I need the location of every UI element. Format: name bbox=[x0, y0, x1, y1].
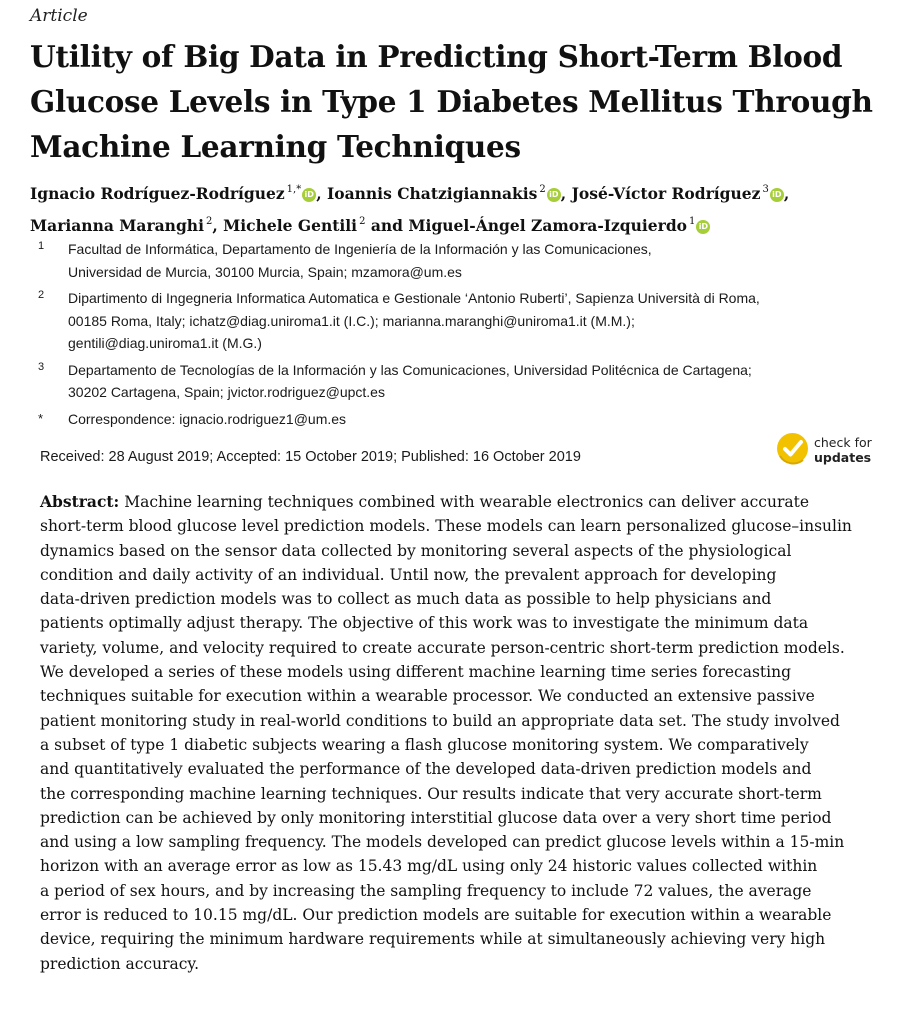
orcid-icon[interactable]: iD bbox=[547, 188, 561, 202]
author-affiliation-marker: 2 bbox=[359, 216, 366, 227]
abstract-line: prediction accuracy. bbox=[40, 954, 200, 973]
abstract-line: horizon with an average error as low as 15.43 mg/dL using only 24 historic values collected within bbox=[40, 857, 818, 876]
author-list bbox=[30, 176, 880, 240]
author-affiliation-marker: 1,* bbox=[286, 184, 302, 195]
affiliation-marker: 3 bbox=[38, 360, 45, 373]
check-badge-icon bbox=[776, 432, 809, 465]
author-line bbox=[30, 176, 880, 208]
affiliation-marker: 1 bbox=[38, 240, 45, 252]
abstract bbox=[40, 490, 876, 976]
check-updates-line2: updates bbox=[814, 450, 872, 465]
title-line: Utility of Big Data in Predicting Short-Term Blood bbox=[30, 39, 843, 74]
abstract-line: variety, volume, and velocity required to create accurate person-centric short-term prediction models. bbox=[40, 638, 845, 657]
abstract-line: dynamics based on the sensor data collected by monitoring several aspects of the physiological bbox=[40, 541, 792, 560]
author-affiliation-marker: 2 bbox=[539, 184, 546, 195]
affiliation-item bbox=[30, 287, 890, 355]
abstract-line: a subset of type 1 diabetic subjects wearing a flash glucose monitoring system. We comparatively bbox=[40, 735, 809, 754]
author-affiliation-marker: 1 bbox=[689, 216, 696, 227]
affiliation-text: 00185 Roma, Italy; ichatz@diag.uniroma1.it (I.C.); marianna.maranghi@uniroma1.it (M.M.); bbox=[68, 312, 635, 329]
abstract-line: prediction can be achieved by only monitoring interstitial glucose data over a very short time period bbox=[40, 808, 832, 827]
title-line: Machine Learning Techniques bbox=[30, 129, 521, 164]
correspondence-text: Correspondence: ignacio.rodriguez1@um.es bbox=[68, 410, 347, 427]
check-updates-line1: check for bbox=[814, 435, 872, 450]
orcid-icon[interactable]: iD bbox=[302, 188, 316, 202]
affiliation-list bbox=[30, 238, 890, 434]
affiliation-text: Universidad de Murcia, 30100 Murcia, Spain; mzamora@um.es bbox=[68, 263, 462, 280]
title-line: Glucose Levels in Type 1 Diabetes Mellitus Through bbox=[30, 84, 873, 119]
author-name[interactable]: Marianna Maranghi bbox=[30, 216, 204, 235]
abstract-line bbox=[40, 490, 876, 514]
abstract-label: Abstract: bbox=[40, 492, 120, 511]
affiliation-text: Departamento de Tecnologías de la Información y las Comunicaciones, Universidad Politécnica de Cartagena; bbox=[68, 361, 752, 378]
abstract-line: condition and daily activity of an individual. Until now, the prevalent approach for developing bbox=[40, 565, 777, 584]
author-affiliation-marker: 3 bbox=[762, 184, 769, 195]
abstract-line: techniques suitable for execution within a wearable processor. We conducted an extensive passive bbox=[40, 687, 815, 706]
abstract-line: We developed a series of these models using different machine learning time series forecasting bbox=[40, 663, 791, 682]
affiliation-text: Facultad de Informática, Departamento de Ingeniería de la Información y las Comunicaciones, bbox=[68, 241, 652, 257]
abstract-line: and quantitatively evaluated the performance of the developed data-driven prediction models and bbox=[40, 760, 812, 779]
author-name[interactable]: Ignacio Rodríguez-Rodríguez bbox=[30, 184, 285, 203]
abstract-line: patient monitoring study in real-world conditions to build an appropriate data set. The study involved bbox=[40, 711, 840, 730]
author-name[interactable]: and Miguel-Ángel Zamora-Izquierdo bbox=[365, 216, 688, 235]
affiliation-text: gentili@diag.uniroma1.it (M.G.) bbox=[68, 335, 262, 351]
abstract-line: device, requiring the minimum hardware requirements while at simultaneously achieving very high bbox=[40, 930, 826, 949]
orcid-icon[interactable]: iD bbox=[696, 220, 710, 234]
abstract-line: a period of sex hours, and by increasing the sampling frequency to include 72 values, the average bbox=[40, 881, 812, 900]
correspondence-item bbox=[30, 408, 890, 431]
abstract-line: and using a low sampling frequency. The models developed can predict glucose levels within a 15-min bbox=[40, 833, 845, 852]
abstract-line: short-term blood glucose level prediction models. These models can learn personalized glucose–insulin bbox=[40, 517, 852, 536]
affiliation-marker: 2 bbox=[38, 289, 45, 301]
author-separator: , bbox=[783, 184, 790, 203]
author-line bbox=[30, 208, 880, 240]
abstract-line: data-driven prediction models was to collect as much data as possible to help physicians and bbox=[40, 590, 772, 609]
author-name[interactable]: , Michele Gentili bbox=[212, 216, 358, 235]
author-affiliation-marker: 2 bbox=[205, 216, 213, 227]
abstract-text: Machine learning techniques combined with wearable electronics can deliver accurate bbox=[119, 493, 810, 511]
affiliation-item bbox=[30, 359, 890, 404]
affiliation-item bbox=[30, 238, 890, 283]
abstract-line: patients optimally adjust therapy. The objective of this work was to investigate the minimum data bbox=[40, 614, 809, 633]
affiliation-text: Dipartimento di Ingegneria Informatica Automatica e Gestionale ‘Antonio Ruberti’, Sapienza Università di Roma, bbox=[68, 290, 760, 306]
orcid-icon[interactable]: iD bbox=[770, 188, 784, 202]
paper-title bbox=[30, 34, 880, 169]
author-name[interactable]: , Ioannis Chatzigiannakis bbox=[316, 184, 538, 203]
author-name[interactable]: , José-Víctor Rodríguez bbox=[560, 184, 761, 203]
abstract-line: the corresponding machine learning techniques. Our results indicate that very accurate short-term bbox=[40, 784, 822, 803]
abstract-line: error is reduced to 10.15 mg/dL. Our prediction models are suitable for execution within a wearable bbox=[40, 906, 832, 925]
check-for-updates-button[interactable] bbox=[776, 432, 886, 468]
affiliation-text: 30202 Cartagena, Spain; jvictor.rodriguez@upct.es bbox=[68, 384, 385, 400]
article-type-label: Article bbox=[30, 6, 88, 26]
publication-dates: Received: 28 August 2019; Accepted: 15 October 2019; Published: 16 October 2019 bbox=[40, 449, 581, 465]
correspondence-marker: * bbox=[38, 410, 44, 426]
